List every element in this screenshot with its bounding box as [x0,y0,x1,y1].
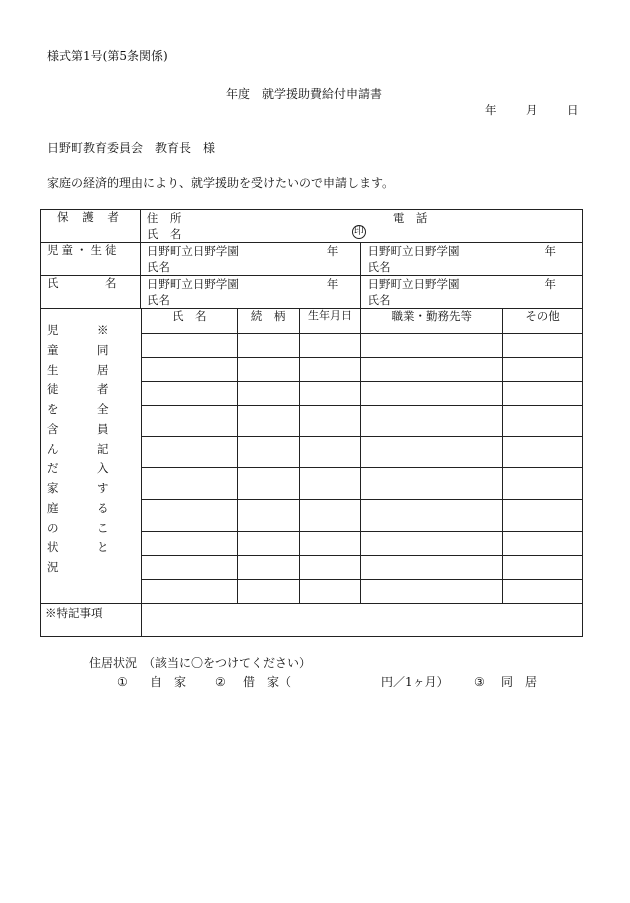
cell[interactable] [503,334,583,358]
cell[interactable] [503,358,583,382]
student-1-cell[interactable] [140,243,361,276]
option-3-number[interactable]: ③ [474,675,485,689]
cell[interactable] [299,556,361,580]
cell[interactable] [361,468,503,500]
cell[interactable] [299,532,361,556]
cell[interactable] [503,382,583,406]
cell[interactable] [503,468,583,500]
guardian-name-label: 氏 名 [146,227,182,241]
student-3-cell[interactable] [140,276,361,309]
header-occupation: 職業・勤務先等 [361,309,503,334]
cell[interactable] [299,406,361,437]
cell[interactable] [361,500,503,532]
applicant-table [40,209,583,309]
option-2-label[interactable]: 借 家（ [243,675,292,689]
student-4-grade: 年 [544,277,556,291]
cell[interactable] [503,556,583,580]
cell[interactable] [299,468,361,500]
student-2-name-label: 氏名 [367,260,391,274]
statement: 家庭の経済的理由により、就学援助を受けたいので申請します。 [47,176,395,190]
household-side-label: 児童生徒を含んだ家庭の状況 [47,323,59,575]
special-notes-label-cell [41,604,142,637]
cell[interactable] [141,580,237,604]
header-birthdate: 生年月日 [299,309,361,334]
cell[interactable] [361,556,503,580]
header-other: その他 [503,309,583,334]
student-2-school: 日野町立日野学園 [367,244,460,258]
header-name: 氏 名 [141,309,237,334]
phone-label: 電 話 [392,211,428,225]
cell[interactable] [237,556,299,580]
household-side-cell [41,309,142,604]
form-number: 様式第1号(第5条関係) [47,49,168,63]
cell[interactable] [361,580,503,604]
cell[interactable] [237,580,299,604]
student-label-cell [41,243,141,276]
option-2-number[interactable]: ② [215,675,226,689]
cell[interactable] [503,500,583,532]
student-label: 児童・生徒 [47,243,120,257]
student-3-grade: 年 [326,277,339,291]
cell[interactable] [141,406,237,437]
option-1-label[interactable]: 自 家 [150,675,187,689]
address-label: 住 所 [146,211,182,225]
guardian-label: 保 護 者 [57,210,124,224]
header-relation: 続 柄 [237,309,299,334]
cell[interactable] [141,334,237,358]
cell[interactable] [503,532,583,556]
student-3-name-label: 氏名 [146,293,170,307]
cell[interactable] [503,437,583,468]
guardian-info-cell[interactable] [140,210,582,243]
student-1-grade: 年 [326,244,339,258]
cell[interactable] [237,334,299,358]
cell[interactable] [141,468,237,500]
household-side-note: ※同居者全員記入すること [97,323,109,555]
cell[interactable] [299,334,361,358]
cell[interactable] [361,532,503,556]
cell[interactable] [237,437,299,468]
rent-unit: 円／1ヶ月） [381,675,449,689]
cell[interactable] [141,556,237,580]
option-1-number[interactable]: ① [117,675,128,689]
student-name-label: 氏 名 [47,276,120,290]
cell[interactable] [299,500,361,532]
cell[interactable] [503,580,583,604]
cell[interactable] [141,532,237,556]
cell[interactable] [361,382,503,406]
residence-label: 住居状況 （該当に〇をつけてください） [89,656,312,670]
cell[interactable] [237,382,299,406]
cell[interactable] [141,500,237,532]
guardian-label-cell [41,210,141,243]
student-name-label-cell [41,276,141,309]
cell[interactable] [299,437,361,468]
cell[interactable] [141,358,237,382]
special-notes-label: ※特記事項 [45,606,103,620]
cell[interactable] [237,532,299,556]
cell[interactable] [503,406,583,437]
cell[interactable] [237,500,299,532]
student-4-school: 日野町立日野学園 [367,277,460,291]
student-4-name-label: 氏名 [367,293,391,307]
date-day: 日 [567,103,579,117]
student-1-school: 日野町立日野学園 [146,244,239,258]
option-3-label[interactable]: 同 居 [501,675,538,689]
date-year: 年 [485,103,497,117]
cell[interactable] [141,382,237,406]
form-title: 年度 就学援助費給付申請書 [226,87,383,101]
cell[interactable] [361,334,503,358]
cell[interactable] [361,406,503,437]
seal-mark: 印 [353,226,364,237]
student-3-school: 日野町立日野学園 [146,277,239,291]
special-notes-field[interactable] [141,604,582,637]
cell[interactable] [141,437,237,468]
cell[interactable] [299,382,361,406]
date-month: 月 [526,103,538,117]
cell[interactable] [299,580,361,604]
cell[interactable] [237,358,299,382]
cell[interactable] [237,468,299,500]
addressee: 日野町教育委員会 教育長 様 [47,141,216,155]
student-4-cell[interactable] [361,276,583,309]
cell[interactable] [237,406,299,437]
cell[interactable] [361,358,503,382]
student-1-name-label: 氏名 [146,260,170,274]
cell[interactable] [361,437,503,468]
household-table [40,308,583,637]
cell[interactable] [299,358,361,382]
student-2-cell[interactable] [361,243,583,276]
student-2-grade: 年 [544,244,556,258]
